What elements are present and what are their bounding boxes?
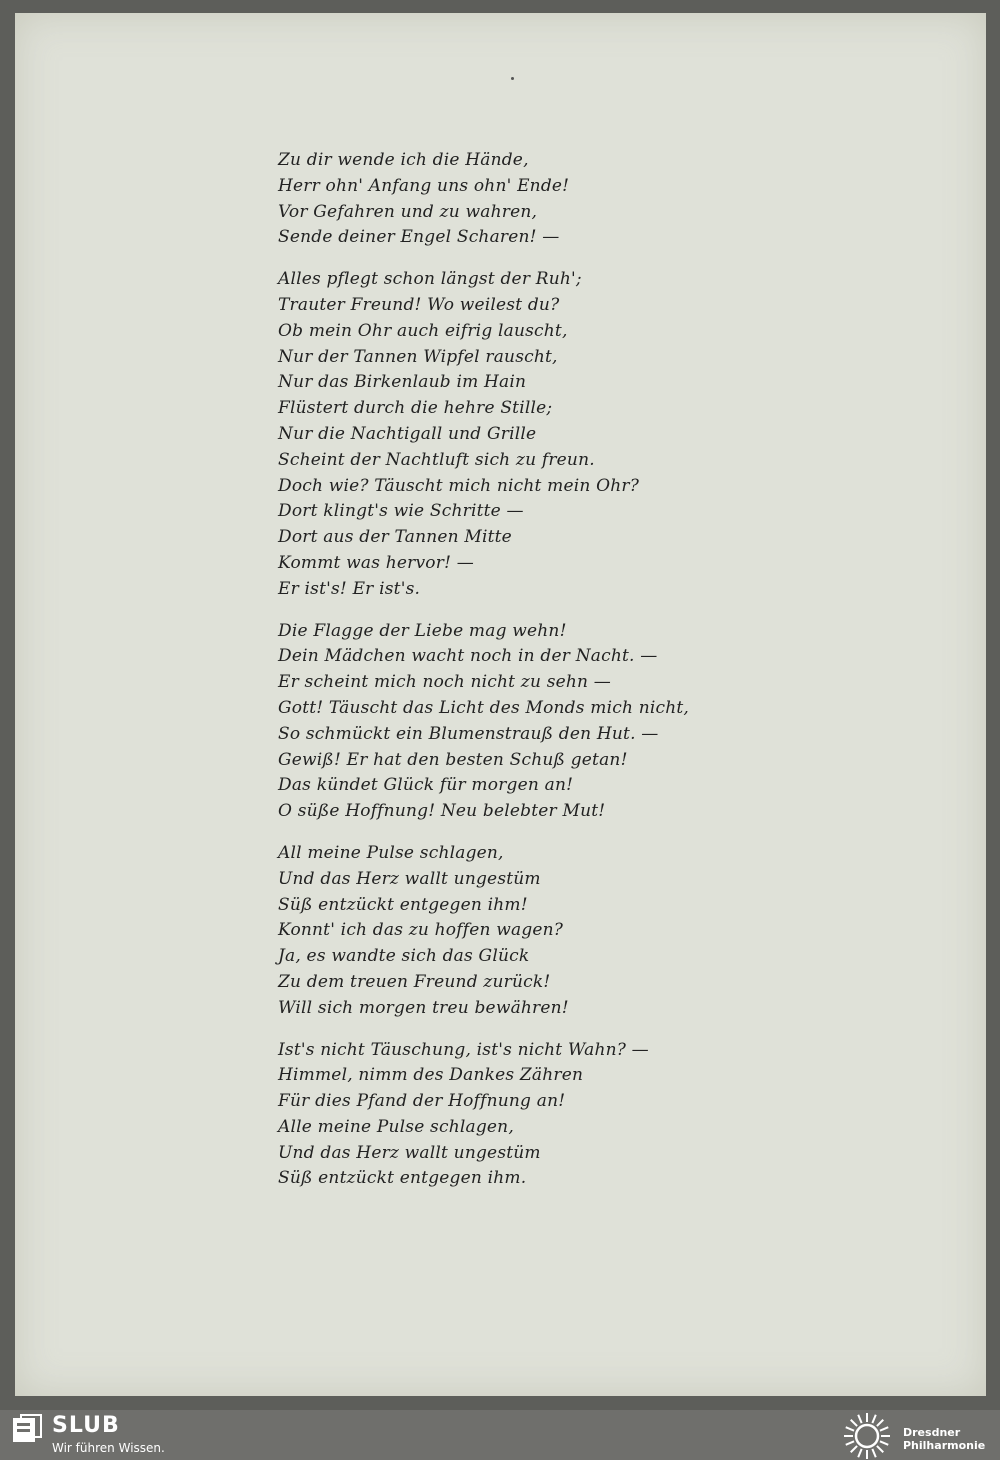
poem-line: Gott! Täuscht das Licht des Monds mich nicht, xyxy=(278,697,690,718)
poem-line: Nur der Tannen Wipfel rauscht, xyxy=(278,346,558,367)
poem-line: Alle meine Pulse schlagen, xyxy=(278,1116,514,1137)
slub-name[interactable]: SLUB xyxy=(52,1413,120,1438)
slub-logo-icon[interactable] xyxy=(12,1414,42,1444)
poem-line: Konnt' ich das zu hoffen wagen? xyxy=(278,920,564,941)
poem-line: Dort klingt's wie Schritte — xyxy=(278,501,524,522)
poem-line: Dein Mädchen wacht noch in der Nacht. — xyxy=(278,646,658,667)
poem-line: Nur das Birkenlaub im Hain xyxy=(278,372,527,393)
poem-line: Flüstert durch die hehre Stille; xyxy=(278,398,553,419)
poem-line: Dort aus der Tannen Mitte xyxy=(278,527,512,548)
poem-line: Das kündet Glück für morgen an! xyxy=(278,775,574,796)
stanza-1 xyxy=(278,148,918,251)
stanza-2 xyxy=(278,267,918,602)
poem-line: Kommt was hervor! — xyxy=(278,552,474,573)
poem-line: Für dies Pfand der Hoffnung an! xyxy=(278,1091,566,1112)
stanza-5 xyxy=(278,1038,918,1193)
poem-line: Ist's nicht Täuschung, ist's nicht Wahn? — xyxy=(278,1039,649,1060)
poem-line: Herr ohn' Anfang uns ohn' Ende! xyxy=(278,175,570,196)
poem-line: All meine Pulse schlagen, xyxy=(278,842,504,863)
poem-line: O süße Hoffnung! Neu belebter Mut! xyxy=(278,801,606,822)
poem-line: Und das Herz wallt ungestüm xyxy=(278,868,541,889)
poem-line: So schmückt ein Blumenstrauß den Hut. — xyxy=(278,723,659,744)
poem-line: Ob mein Ohr auch eifrig lauscht, xyxy=(278,320,568,341)
partner-line-2: Philharmonie xyxy=(903,1439,986,1452)
page-mark xyxy=(511,77,514,80)
poem-line: Die Flagge der Liebe mag wehn! xyxy=(278,620,567,641)
poem-line: Trauter Freund! Wo weilest du? xyxy=(278,294,560,315)
poem-line: Süß entzückt entgegen ihm. xyxy=(278,1168,527,1189)
poem-line: Doch wie? Täuscht mich nicht mein Ohr? xyxy=(278,475,640,496)
poem-line: Zu dir wende ich die Hände, xyxy=(278,150,529,170)
poem-line: Er scheint mich noch nicht zu sehn — xyxy=(278,672,611,693)
stanza-3 xyxy=(278,619,918,825)
slub-slogan: Wir führen Wissen. xyxy=(52,1441,165,1455)
poem-line: Und das Herz wallt ungestüm xyxy=(278,1142,541,1163)
poem-line: Will sich morgen treu bewähren! xyxy=(278,997,569,1018)
poem-line: Alles pflegt schon längst der Ruh'; xyxy=(278,269,582,290)
poem-line: Scheint der Nachtluft sich zu freun. xyxy=(278,449,595,470)
footer-bar xyxy=(0,1410,1000,1460)
poem-line: Ja, es wandte sich das Glück xyxy=(278,946,530,967)
poem-line: Nur die Nachtigall und Grille xyxy=(278,423,537,444)
poem-line: Sende deiner Engel Scharen! — xyxy=(278,227,560,248)
poem-text xyxy=(278,148,918,1192)
partner-line-1: Dresdner xyxy=(903,1426,961,1439)
poem-line: Gewiß! Er hat den besten Schuß getan! xyxy=(278,749,628,770)
poem-line: Süß entzückt entgegen ihm! xyxy=(278,894,528,915)
stanza-4 xyxy=(278,841,918,1022)
poem-line: Vor Gefahren und zu wahren, xyxy=(278,201,538,222)
poem-line: Himmel, nimm des Dankes Zähren xyxy=(278,1065,584,1086)
dresdner-philharmonie-name[interactable] xyxy=(903,1426,985,1452)
poem-line: Zu dem treuen Freund zurück! xyxy=(278,971,551,992)
poem-line: Er ist's! Er ist's. xyxy=(278,578,421,599)
dresdner-philharmonie-logo-icon[interactable] xyxy=(842,1412,892,1460)
